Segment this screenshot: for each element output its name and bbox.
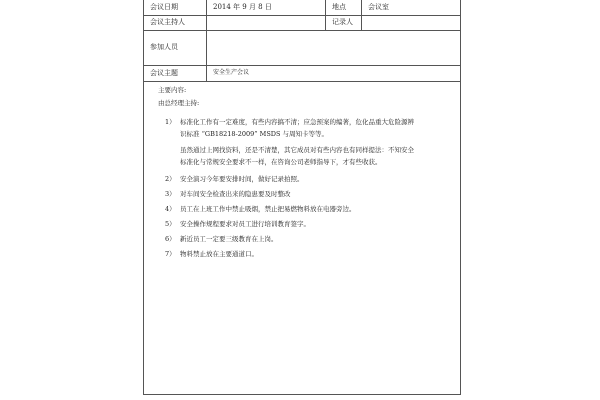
content-speaker: 由总经理主持:: [158, 99, 200, 107]
item-text: 员工在上班工作中禁止吸烟，禁止把易燃物料放在电器旁边。: [180, 205, 356, 213]
label-date: 会议日期: [144, 0, 207, 15]
row-date-location: [144, 0, 460, 16]
row-host-recorder: [144, 15, 460, 31]
item-number: 1）: [165, 118, 176, 126]
item-text: 虽然通过上网找资料，还是不清楚，其它成员对有些内容也有同样提法：不知安全: [180, 146, 414, 154]
item-number: 3）: [165, 190, 176, 198]
label-topic: 会议主题: [144, 65, 207, 81]
item-text: 新近员工一定要三级教育在上岗。: [180, 235, 278, 243]
value-attendees: [207, 30, 460, 65]
item-number: 5）: [165, 220, 176, 228]
label-recorder: 记录人: [326, 15, 362, 30]
value-location: 会议室: [368, 3, 389, 11]
label-location: 地点: [326, 0, 362, 15]
item-text: 识标准 “GB18218-2009” MSDS 与周知卡等等。: [180, 130, 329, 138]
value-topic: 安全生产会议: [213, 69, 250, 76]
row-topic: [144, 65, 460, 82]
value-date: 2014 年 9 月 8 日: [207, 0, 326, 15]
item-number: 4）: [165, 205, 176, 213]
content-heading: 主要内容:: [158, 86, 187, 94]
item-text: 物料禁止放在主要通道口。: [180, 250, 258, 258]
label-host: 会议主持人: [144, 15, 207, 30]
value-recorder: [362, 15, 460, 30]
item-number: 7）: [165, 250, 176, 258]
item-number: 2）: [165, 175, 176, 183]
item-text: 标准化工作有一定难度，有些内容搞不清；应急预案的编著，危化品重大危险源辨: [180, 118, 414, 126]
item-text: 安全演习今年要安排时间，做好记录拍照。: [180, 175, 304, 183]
content-area: [144, 81, 460, 394]
item-number: 6）: [165, 235, 176, 243]
meeting-minutes-form: [143, 0, 461, 395]
item-text: 安全操作规程要求对员工进行培训教育签字。: [180, 220, 310, 228]
item-text: 对车间安全检查出来的隐患要及时整改: [180, 190, 291, 198]
row-attendees: [144, 30, 460, 66]
item-text: 标准化与常规安全要求不一样，在咨询公司老师指导下，才有些收获。: [180, 158, 382, 166]
value-host: [207, 15, 326, 30]
label-attendees: 参加人员: [144, 30, 207, 65]
